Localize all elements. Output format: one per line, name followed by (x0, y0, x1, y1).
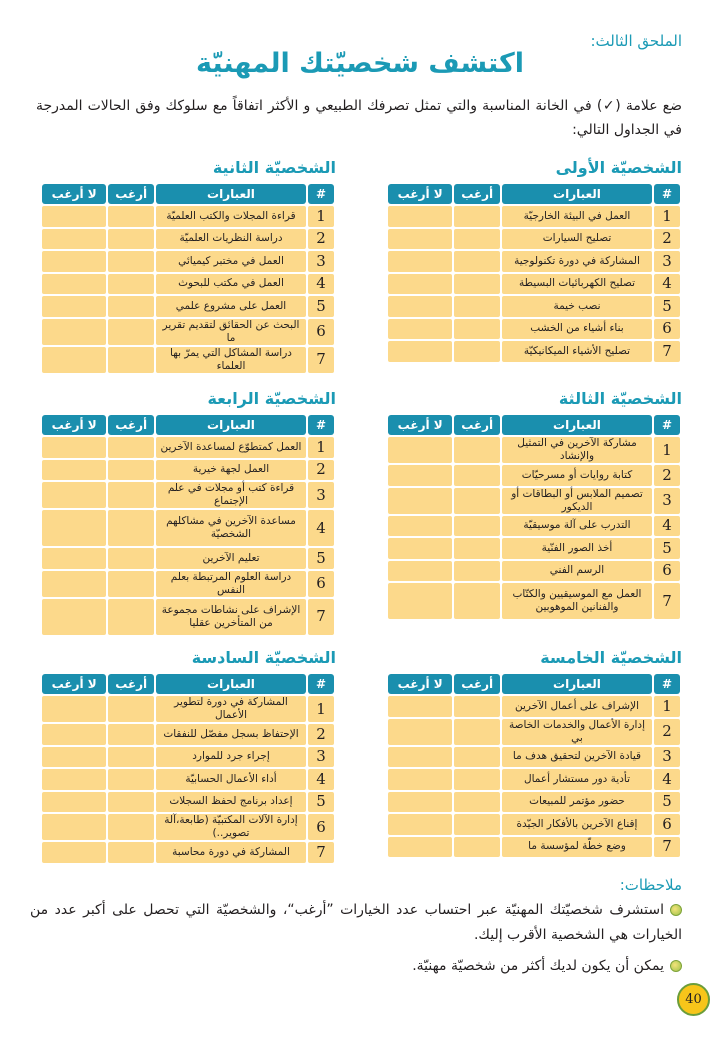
flower-bullet-icon (670, 960, 682, 972)
statement-cell: بناء أشياء من الخشب (502, 319, 652, 340)
row-number: 1 (308, 696, 334, 722)
row-number: 3 (654, 251, 680, 272)
flower-bullet-icon (670, 904, 682, 916)
table-row (42, 482, 334, 508)
personality-table (40, 672, 336, 865)
statement-cell: العمل في مكتب للبحوث (156, 274, 306, 295)
row-number: 1 (308, 206, 334, 227)
table-row (42, 510, 334, 546)
want-checkbox-cell[interactable] (454, 206, 500, 227)
statement-cell: وضع خطّة لمؤسسة ما (502, 837, 652, 858)
statement-cell: البحث عن الحقائق لتقديم تقرير ما (156, 319, 306, 345)
personality-section (386, 388, 682, 621)
row-number: 5 (308, 792, 334, 813)
statement-cell: المشاركة في دورة تكنولوجية (502, 251, 652, 272)
table-row (42, 792, 334, 813)
col-header-num: # (308, 184, 334, 204)
statement-cell: تأدية دور مستشار أعمال (502, 769, 652, 790)
not-want-checkbox-cell[interactable] (42, 696, 106, 722)
table-row (42, 571, 334, 597)
table-row (388, 696, 680, 717)
statement-cell: الإشراف على أعمال الآخرين (502, 696, 652, 717)
row-number: 5 (308, 548, 334, 569)
table-row (388, 792, 680, 813)
col-header-num: # (308, 415, 334, 435)
row-number: 6 (654, 561, 680, 582)
row-number: 2 (654, 229, 680, 250)
not-want-checkbox-cell[interactable] (388, 319, 452, 340)
not-want-checkbox-cell[interactable] (388, 229, 452, 250)
page-number-badge: 40 (677, 983, 710, 1016)
col-header-want: أرغب (454, 184, 500, 204)
not-want-checkbox-cell[interactable] (42, 571, 106, 597)
not-want-checkbox-cell[interactable] (42, 347, 106, 373)
table-row (42, 724, 334, 745)
want-checkbox-cell[interactable] (108, 599, 154, 635)
table-row (42, 599, 334, 635)
want-checkbox-cell[interactable] (454, 837, 500, 858)
row-number: 3 (308, 482, 334, 508)
statement-cell: تصميم الملابس أو البطاقات أو الديكور (502, 488, 652, 514)
want-checkbox-cell[interactable] (454, 465, 500, 486)
col-header-not-want: لا أرغب (42, 184, 106, 204)
table-row (388, 465, 680, 486)
statement-cell: تصليح السيارات (502, 229, 652, 250)
table-row (388, 538, 680, 559)
row-number: 6 (308, 319, 334, 345)
instructions-text: ضع علامة (✓) في الخانة المناسبة والتي تمثل تصرفك الطبيعي و الأكثر اتفاقاً مع سلوكك وفق الحالات المدرجة في الجداول التالي: (36, 98, 682, 138)
statement-cell: المشاركة في دورة لتطوير الأعمال (156, 696, 306, 722)
row-number: 2 (654, 465, 680, 486)
table-row (42, 229, 334, 250)
statement-cell: مشاركة الآخرين في التمثيل والإنشاد (502, 437, 652, 463)
table-row (42, 296, 334, 317)
want-checkbox-cell[interactable] (454, 437, 500, 463)
row-number: 4 (308, 274, 334, 295)
table-row (42, 206, 334, 227)
col-header-num: # (654, 184, 680, 204)
statement-cell: نصب خيمة (502, 296, 652, 317)
col-header-want: أرغب (108, 184, 154, 204)
want-checkbox-cell[interactable] (454, 319, 500, 340)
table-row (388, 341, 680, 362)
row-number: 7 (308, 599, 334, 635)
want-checkbox-cell[interactable] (454, 341, 500, 362)
statement-cell: العمل على مشروع علمي (156, 296, 306, 317)
col-header-statements: العبارات (502, 674, 652, 694)
not-want-checkbox-cell[interactable] (388, 696, 452, 717)
not-want-checkbox-cell[interactable] (388, 251, 452, 272)
statement-cell: الرسم الفني (502, 561, 652, 582)
want-checkbox-cell[interactable] (108, 251, 154, 272)
statement-cell: المشاركة في دورة محاسبة (156, 842, 306, 863)
col-header-not-want: لا أرغب (388, 415, 452, 435)
want-checkbox-cell[interactable] (454, 296, 500, 317)
col-header-not-want: لا أرغب (388, 674, 452, 694)
table-row (388, 319, 680, 340)
col-header-want: أرغب (454, 415, 500, 435)
page-title: اكتشف شخصيّتك المهنيّة (196, 48, 524, 79)
personality-table (40, 413, 336, 637)
want-checkbox-cell[interactable] (108, 296, 154, 317)
col-header-want: أرغب (454, 674, 500, 694)
want-checkbox-cell[interactable] (454, 561, 500, 582)
want-checkbox-cell[interactable] (108, 229, 154, 250)
statement-cell: دراسة العلوم المرتبطة بعلم النفس (156, 571, 306, 597)
statement-cell: قراءة المجلات والكتب العلميّة (156, 206, 306, 227)
table-row (388, 206, 680, 227)
table-row (42, 274, 334, 295)
not-want-checkbox-cell[interactable] (388, 206, 452, 227)
row-number: 2 (308, 229, 334, 250)
table-row (388, 437, 680, 463)
want-checkbox-cell[interactable] (454, 516, 500, 537)
not-want-checkbox-cell[interactable] (42, 482, 106, 508)
statement-cell: مساعدة الآخرين في مشاكلهم الشخصيّة (156, 510, 306, 546)
not-want-checkbox-cell[interactable] (388, 341, 452, 362)
statement-cell: دراسة النظريات العلميّة (156, 229, 306, 250)
not-want-checkbox-cell[interactable] (42, 251, 106, 272)
note-text: يمكن أن يكون لديك أكثر من شخصيّة مهنيّة. (412, 958, 664, 974)
section-title: الشخصيّة الخامسة (540, 648, 682, 667)
row-number: 6 (654, 319, 680, 340)
row-number: 5 (308, 296, 334, 317)
not-want-checkbox-cell[interactable] (388, 488, 452, 514)
personality-section (386, 157, 682, 364)
notes-section (30, 876, 682, 985)
statement-cell: أداء الأعمال الحسابيّة (156, 769, 306, 790)
want-checkbox-cell[interactable] (108, 274, 154, 295)
table-row (42, 548, 334, 569)
not-want-checkbox-cell[interactable] (42, 769, 106, 790)
col-header-statements: العبارات (502, 415, 652, 435)
row-number: 1 (654, 437, 680, 463)
section-title: الشخصيّة الثالثة (558, 389, 682, 408)
row-number: 7 (654, 837, 680, 858)
table-row (42, 769, 334, 790)
not-want-checkbox-cell[interactable] (42, 460, 106, 481)
table-row (42, 460, 334, 481)
not-want-checkbox-cell[interactable] (388, 814, 452, 835)
not-want-checkbox-cell[interactable] (388, 561, 452, 582)
want-checkbox-cell[interactable] (454, 274, 500, 295)
col-header-not-want: لا أرغب (42, 674, 106, 694)
table-row (42, 319, 334, 345)
not-want-checkbox-cell[interactable] (42, 274, 106, 295)
section-title: الشخصيّة الرابعة (207, 389, 336, 408)
notes-title: ملاحظات: (619, 876, 682, 894)
statement-cell: تعليم الآخرين (156, 548, 306, 569)
col-header-not-want: لا أرغب (42, 415, 106, 435)
row-number: 6 (308, 571, 334, 597)
statement-cell: أخذ الصور الفنّية (502, 538, 652, 559)
statement-cell: إعداد برنامج لحفظ السجلات (156, 792, 306, 813)
row-number: 6 (654, 814, 680, 835)
statement-cell: إجراء جرد للموارد (156, 747, 306, 768)
statement-cell: الإحتفاظ بسجل مفصّل للنفقات (156, 724, 306, 745)
statement-cell: تصليح الكهربائيات البسيطة (502, 274, 652, 295)
row-number: 3 (654, 747, 680, 768)
personality-section (40, 647, 336, 865)
row-number: 5 (654, 296, 680, 317)
not-want-checkbox-cell[interactable] (388, 437, 452, 463)
table-row (42, 842, 334, 863)
statement-cell: العمل لجهة خيرية (156, 460, 306, 481)
not-want-checkbox-cell[interactable] (388, 719, 452, 745)
want-checkbox-cell[interactable] (108, 769, 154, 790)
want-checkbox-cell[interactable] (454, 583, 500, 619)
row-number: 4 (308, 510, 334, 546)
section-title: الشخصيّة السادسة (191, 648, 336, 667)
want-checkbox-cell[interactable] (454, 792, 500, 813)
col-header-statements: العبارات (156, 674, 306, 694)
not-want-checkbox-cell[interactable] (42, 747, 106, 768)
not-want-checkbox-cell[interactable] (42, 319, 106, 345)
personality-table (40, 182, 336, 375)
col-header-num: # (308, 674, 334, 694)
row-number: 2 (654, 719, 680, 745)
not-want-checkbox-cell[interactable] (42, 296, 106, 317)
row-number: 7 (654, 341, 680, 362)
personality-table (386, 413, 682, 621)
want-checkbox-cell[interactable] (108, 482, 154, 508)
statement-cell: الإشراف على نشاطات مجموعة من المتأخرين عقليا (156, 599, 306, 635)
want-checkbox-cell[interactable] (454, 538, 500, 559)
personality-table (386, 182, 682, 364)
row-number: 3 (308, 747, 334, 768)
row-number: 7 (654, 583, 680, 619)
want-checkbox-cell[interactable] (108, 571, 154, 597)
want-checkbox-cell[interactable] (108, 347, 154, 373)
want-checkbox-cell[interactable] (108, 724, 154, 745)
not-want-checkbox-cell[interactable] (42, 206, 106, 227)
personality-table (386, 672, 682, 859)
row-number: 5 (654, 538, 680, 559)
table-row (388, 561, 680, 582)
want-checkbox-cell[interactable] (108, 319, 154, 345)
not-want-checkbox-cell[interactable] (42, 792, 106, 813)
col-header-num: # (654, 674, 680, 694)
section-title: الشخصيّة الثانية (212, 158, 336, 177)
statement-cell: إدارة الآلات المكتبيّة (طابعة،آلة تصوير..) (156, 814, 306, 840)
not-want-checkbox-cell[interactable] (388, 296, 452, 317)
personality-section (40, 157, 336, 375)
row-number: 4 (654, 274, 680, 295)
table-row (388, 719, 680, 745)
table-row (42, 251, 334, 272)
want-checkbox-cell[interactable] (108, 206, 154, 227)
statement-cell: إدارة الأعمال والخدمات الخاصة بي (502, 719, 652, 745)
col-header-want: أرغب (108, 415, 154, 435)
not-want-checkbox-cell[interactable] (388, 792, 452, 813)
section-title: الشخصيّة الأولى (555, 158, 682, 177)
want-checkbox-cell[interactable] (454, 747, 500, 768)
statement-cell: كتابة روايات أو مسرحيّات (502, 465, 652, 486)
statement-cell: دراسة المشاكل التي يمرّ بها العلماء (156, 347, 306, 373)
not-want-checkbox-cell[interactable] (42, 510, 106, 546)
table-row (42, 814, 334, 840)
row-number: 4 (654, 769, 680, 790)
not-want-checkbox-cell[interactable] (42, 437, 106, 458)
row-number: 6 (308, 814, 334, 840)
statement-cell: العمل كمتطوّع لمساعدة الآخرين (156, 437, 306, 458)
table-row (388, 516, 680, 537)
table-row (388, 296, 680, 317)
statement-cell: إقناع الآخرين بالأفكار الجيّدة (502, 814, 652, 835)
statement-cell: حضور مؤتمر للمبيعات (502, 792, 652, 813)
row-number: 2 (308, 460, 334, 481)
row-number: 4 (308, 769, 334, 790)
row-number: 5 (654, 792, 680, 813)
want-checkbox-cell[interactable] (454, 719, 500, 745)
table-row (388, 488, 680, 514)
want-checkbox-cell[interactable] (454, 251, 500, 272)
row-number: 7 (308, 842, 334, 863)
not-want-checkbox-cell[interactable] (42, 814, 106, 840)
table-row (388, 583, 680, 619)
not-want-checkbox-cell[interactable] (388, 769, 452, 790)
want-checkbox-cell[interactable] (454, 488, 500, 514)
not-want-checkbox-cell[interactable] (42, 229, 106, 250)
col-header-not-want: لا أرغب (388, 184, 452, 204)
col-header-statements: العبارات (502, 184, 652, 204)
not-want-checkbox-cell[interactable] (388, 538, 452, 559)
row-number: 2 (308, 724, 334, 745)
not-want-checkbox-cell[interactable] (388, 465, 452, 486)
want-checkbox-cell[interactable] (454, 229, 500, 250)
row-number: 1 (308, 437, 334, 458)
want-checkbox-cell[interactable] (454, 696, 500, 717)
table-row (388, 274, 680, 295)
statement-cell: قراءة كتب أو مجلات في علم الإجتماع (156, 482, 306, 508)
statement-cell: تصليح الأشياء الميكانيكيّة (502, 341, 652, 362)
table-row (388, 251, 680, 272)
col-header-want: أرغب (108, 674, 154, 694)
not-want-checkbox-cell[interactable] (388, 837, 452, 858)
not-want-checkbox-cell[interactable] (42, 842, 106, 863)
table-row (42, 437, 334, 458)
personality-section (40, 388, 336, 637)
note-text: استشرف شخصيّتك المهنيّة عبر احتساب عدد الخيارات ”أرغب“، والشخصيّة التي تحصل على أكبر عدد من الخيارات هي الشخصية الأقرب إليك. (30, 902, 682, 943)
not-want-checkbox-cell[interactable] (388, 516, 452, 537)
statement-cell: العمل في مختبر كيميائي (156, 251, 306, 272)
note-item (30, 954, 682, 979)
table-row (388, 747, 680, 768)
col-header-statements: العبارات (156, 184, 306, 204)
not-want-checkbox-cell[interactable] (388, 583, 452, 619)
want-checkbox-cell[interactable] (108, 842, 154, 863)
col-header-num: # (654, 415, 680, 435)
statement-cell: العمل في البيئة الخارجيّة (502, 206, 652, 227)
row-number: 3 (654, 488, 680, 514)
want-checkbox-cell[interactable] (108, 696, 154, 722)
table-row (42, 347, 334, 373)
want-checkbox-cell[interactable] (108, 548, 154, 569)
table-row (42, 696, 334, 722)
table-row (42, 747, 334, 768)
not-want-checkbox-cell[interactable] (388, 747, 452, 768)
personality-section (386, 647, 682, 859)
row-number: 7 (308, 347, 334, 373)
table-row (388, 814, 680, 835)
row-number: 1 (654, 206, 680, 227)
want-checkbox-cell[interactable] (108, 747, 154, 768)
row-number: 4 (654, 516, 680, 537)
note-item (30, 898, 682, 948)
want-checkbox-cell[interactable] (108, 510, 154, 546)
row-number: 3 (308, 251, 334, 272)
table-row (388, 769, 680, 790)
table-row (388, 229, 680, 250)
statement-cell: قيادة الآخرين لتحقيق هدف ما (502, 747, 652, 768)
not-want-checkbox-cell[interactable] (42, 599, 106, 635)
not-want-checkbox-cell[interactable] (42, 548, 106, 569)
want-checkbox-cell[interactable] (108, 792, 154, 813)
want-checkbox-cell[interactable] (454, 769, 500, 790)
not-want-checkbox-cell[interactable] (42, 724, 106, 745)
table-row (388, 837, 680, 858)
want-checkbox-cell[interactable] (108, 460, 154, 481)
col-header-statements: العبارات (156, 415, 306, 435)
row-number: 1 (654, 696, 680, 717)
appendix-label: الملحق الثالث: (590, 32, 682, 50)
want-checkbox-cell[interactable] (454, 814, 500, 835)
statement-cell: التدرب على آلة موسيقيّة (502, 516, 652, 537)
want-checkbox-cell[interactable] (108, 437, 154, 458)
statement-cell: العمل مع الموسيقيين والكتّاب والفنانين الموهوبين (502, 583, 652, 619)
want-checkbox-cell[interactable] (108, 814, 154, 840)
not-want-checkbox-cell[interactable] (388, 274, 452, 295)
